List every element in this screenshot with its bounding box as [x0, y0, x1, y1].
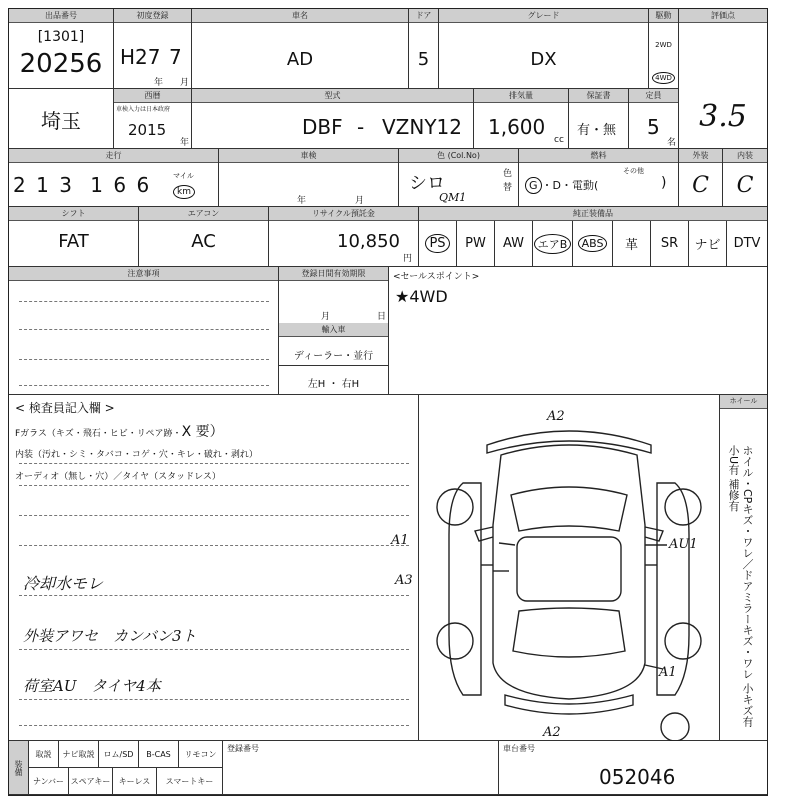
footer-item: キーレス [118, 776, 151, 786]
equip-aw: AW [502, 236, 525, 251]
vertical-note-column [719, 395, 767, 741]
color-side: 色替 [503, 169, 513, 193]
western-year: 2015 [128, 121, 167, 139]
chassis-box [499, 741, 767, 795]
fuel-other-label: その他 [623, 167, 644, 175]
exterior-cell [679, 149, 723, 207]
warranty-header: 保証書 [569, 89, 628, 103]
inspection-header: 車検 [219, 149, 398, 163]
mileage-digit: 1 [36, 173, 51, 197]
car-name-header: 車名 [192, 9, 408, 23]
score-header: 評価点 [679, 9, 767, 23]
damage-mark: AU1 [669, 537, 698, 552]
ac: AC [191, 231, 216, 252]
interior-cell [723, 149, 767, 207]
damage-mark: A2 [547, 409, 565, 424]
warranty-sep: ・ [590, 123, 604, 138]
first-reg-header: 初度登録 [114, 9, 191, 23]
prefecture: 埼玉 [41, 109, 81, 133]
windshield [511, 487, 627, 531]
wheel-rr [665, 623, 701, 659]
rear-window [513, 608, 625, 657]
mileage-digit: 2 [13, 173, 28, 197]
model-cell [192, 89, 474, 149]
sale-points: ★4WD [395, 287, 448, 306]
mileage-header: 走行 [9, 149, 218, 163]
mileage-digits [13, 173, 151, 197]
equipment-cell [419, 207, 767, 267]
inspector-line [19, 463, 409, 464]
car-diagram [419, 395, 719, 741]
note-line [19, 359, 269, 360]
damage-mark: A1 [391, 533, 409, 548]
western-header: 西暦 [114, 89, 191, 103]
inspection-month: 月 [355, 196, 365, 206]
handwritten-note: 外装アワセ カンバン3ト [23, 627, 197, 645]
footer-item-box [29, 768, 69, 795]
capacity-cell [629, 89, 679, 149]
inspector-title: < 検査員記入欄 > [15, 401, 115, 415]
inspector-line2: 内装（汚れ・シミ・タバコ・コゲ・穴・キレ・破れ・剥れ） [15, 450, 258, 460]
chassis-label: 車台番号 [503, 744, 535, 753]
vertical-note: ホイル・CPキズ・ワレ／ドアミラーキズ・ワレ 小キズ有 小U有 補修有 [727, 445, 754, 727]
score-cell [679, 9, 767, 149]
footer [9, 741, 767, 795]
ac-cell [139, 207, 269, 267]
leader-line [499, 543, 515, 545]
footer-item-box [179, 741, 223, 768]
equip-dtv-box [727, 221, 767, 266]
lot-code: [1301] [37, 29, 85, 45]
note-line [19, 301, 269, 302]
footer-item: 取説 [35, 749, 52, 759]
reg-day: 日 [377, 312, 387, 322]
handwritten-note: 冷却水モレ [23, 574, 104, 593]
footer-item-box [113, 768, 157, 795]
reg-number-box [223, 741, 499, 795]
fuel-g: G [525, 177, 542, 194]
notes-header: 注意事項 [9, 267, 278, 281]
score: 3.5 [699, 99, 747, 134]
note-line [19, 385, 269, 386]
cc-unit: cc [554, 135, 564, 145]
inspector-line [19, 725, 409, 726]
footer-item: ロム/SD [103, 749, 134, 759]
equip-ps: PS [425, 234, 449, 253]
fuel-cell [519, 149, 679, 207]
doors-cell [409, 9, 439, 89]
footer-item-box [69, 768, 113, 795]
equip-navi: ナビ [694, 238, 721, 253]
auction-sheet [8, 8, 768, 796]
drive-4wd: 4WD [652, 72, 675, 84]
interior-grade: C [736, 173, 754, 198]
fuel-header: 燃料 [519, 149, 678, 163]
wheel-rl [437, 623, 473, 659]
equip-navi-box [689, 221, 727, 266]
inspector-line [19, 485, 409, 486]
warranty-no: 無 [603, 123, 617, 138]
right-mirror [645, 527, 663, 541]
footer-header [9, 741, 29, 795]
doors-header: ドア [409, 9, 438, 23]
note-line [19, 329, 269, 330]
reg-month: 月 [321, 312, 331, 322]
inspection-cell [219, 149, 399, 207]
equip-abs: ABS [578, 235, 608, 252]
equip-leather-box [613, 221, 651, 266]
capacity: 5 [647, 115, 660, 139]
import-header: 輸入車 [279, 323, 388, 337]
damage-mark: A1 [659, 665, 677, 680]
footer-item: ナンバー [32, 776, 65, 786]
inspector-line3: オーディオ（無し・穴）／タイヤ（スタッドレス） [15, 472, 221, 482]
fuel-options: ・D・電動( [541, 179, 599, 192]
footer-item-box [29, 741, 59, 768]
equip-pw: PW [465, 236, 486, 251]
import-type: ディーラー・並行 [293, 351, 374, 362]
western-note: 車検入力は日本政府 [116, 106, 171, 113]
footer-item: スマートキー [165, 776, 214, 786]
mileage-digit: 6 [136, 173, 152, 197]
western-year-unit: 年 [180, 138, 190, 148]
equip-abs-box [573, 221, 613, 266]
inspector-line1-row [15, 421, 224, 441]
drive-2wd: 2WD [655, 41, 672, 49]
ac-header: エアコン [139, 207, 268, 221]
footer-item-box [59, 741, 99, 768]
inspector-line [19, 515, 409, 516]
shift-cell [9, 207, 139, 267]
interior-header: 内装 [723, 149, 767, 163]
damage-mark: A3 [395, 573, 413, 588]
left-mirror [475, 527, 493, 541]
car-name: AD [286, 49, 314, 70]
mileage-digit: 3 [59, 173, 74, 197]
car-diagram-area [391, 395, 719, 741]
front-bumper [487, 431, 651, 453]
recycle-fee: 10,850 [337, 231, 400, 252]
equip-dtv: DTV [733, 236, 761, 251]
mileage-digit: 1 [90, 173, 106, 197]
reg-expiry-header: 登録日間有効期限 [279, 267, 388, 281]
fuel-options-row [525, 177, 598, 194]
car-name-cell [192, 9, 409, 89]
color: シロ [409, 173, 445, 194]
km-unit: km [173, 185, 195, 199]
footer-item: スペアキー [70, 776, 111, 786]
inspector-line [19, 595, 409, 596]
grade-header: グレード [439, 9, 648, 23]
footer-item-box [139, 741, 179, 768]
chassis-number: 052046 [599, 765, 676, 789]
drive-4wd-wrap [649, 65, 678, 84]
equip-airbag-box [533, 221, 573, 266]
sale-points-cell [389, 267, 767, 395]
equip-ps-box [419, 221, 457, 266]
damage-mark: A2 [543, 725, 561, 740]
inspector-line [19, 649, 409, 650]
warranty-cell [569, 89, 629, 149]
equip-aw-box [495, 221, 533, 266]
first-reg-cell [114, 9, 192, 89]
shift-header: シフト [9, 207, 138, 221]
lot-number: 20256 [19, 49, 103, 79]
sale-points-label: <セールスポイント> [393, 272, 480, 282]
inspection-year: 年 [297, 196, 307, 206]
fuel-close: ) [661, 175, 667, 191]
roof [517, 537, 621, 601]
inspector-line1: Fガラス（キズ・飛石・ヒビ・リペア跡・ [15, 429, 182, 439]
year-unit: 年 [154, 78, 164, 88]
model-header: 型式 [192, 89, 473, 103]
reg-month: 7 [169, 45, 182, 69]
recycle-cell [269, 207, 419, 267]
inspector-line1-mark: X 要） [181, 424, 224, 440]
exterior-grade: C [692, 173, 709, 198]
footer-header-label: 装備 [14, 759, 23, 776]
equip-airbag: エアB [534, 234, 572, 254]
month-unit: 月 [180, 78, 190, 88]
right-side-profile [657, 483, 689, 695]
mile-unit: マイル [173, 172, 194, 180]
displacement-cell [474, 89, 569, 149]
equip-pw-box [457, 221, 495, 266]
inspector-line [19, 545, 409, 546]
reg-number-label: 登録番号 [227, 744, 259, 753]
western-year-cell [114, 89, 192, 149]
footer-item: B-CAS [146, 749, 171, 759]
model-prefix: DBF [302, 115, 343, 139]
equip-sr: SR [660, 236, 679, 251]
inspector-area [9, 395, 419, 741]
notes-cell [9, 267, 279, 395]
warranty-options [577, 119, 616, 138]
equip-sr-box [651, 221, 689, 266]
color-code: QM1 [439, 191, 467, 204]
footer-item: リモコン [184, 749, 217, 759]
footer-item-box [99, 741, 139, 768]
lot-cell [9, 9, 114, 89]
color-header: 色 (Col.No) [399, 149, 518, 163]
capacity-unit: 名 [667, 138, 677, 148]
handwritten-note: 荷室AU タイヤ4本 [23, 677, 161, 695]
lot-header: 出品番号 [9, 9, 113, 23]
doors: 5 [417, 49, 430, 70]
prefecture-cell [9, 89, 114, 149]
mileage-digit: 6 [113, 173, 129, 197]
color-cell [399, 149, 519, 207]
handle-side: 左H ・ 右H [307, 379, 360, 390]
grade-cell [439, 9, 649, 89]
rear-bumper [505, 695, 633, 714]
capacity-header: 定員 [629, 89, 678, 103]
vertical-header: ホイール [720, 395, 767, 409]
drive-cell [649, 9, 679, 89]
cc-header: 排気量 [474, 89, 568, 103]
equipment-header: 純正装備品 [419, 207, 767, 221]
registration-cell [279, 267, 389, 395]
era-year: H27 [120, 45, 161, 69]
spare-wheel [661, 713, 689, 741]
equip-leather: 革 [624, 238, 638, 253]
model-sep: - [357, 115, 365, 139]
footer-item: ナビ取説 [62, 749, 95, 759]
drive-header: 駆動 [649, 9, 678, 23]
grade: DX [530, 49, 557, 70]
inspector-line [19, 699, 409, 700]
left-side-profile [449, 483, 481, 695]
divider [279, 365, 388, 366]
footer-item-box [157, 768, 223, 795]
mileage-cell [9, 149, 219, 207]
car-body [493, 445, 645, 699]
displacement: 1,600 [488, 115, 546, 139]
model-code: VZNY12 [382, 115, 463, 139]
recycle-unit: 円 [402, 254, 412, 264]
warranty-yes: 有 [577, 123, 591, 138]
shift: FAT [58, 231, 89, 252]
recycle-header: リサイクル預託金 [269, 207, 418, 221]
exterior-header: 外装 [679, 149, 722, 163]
